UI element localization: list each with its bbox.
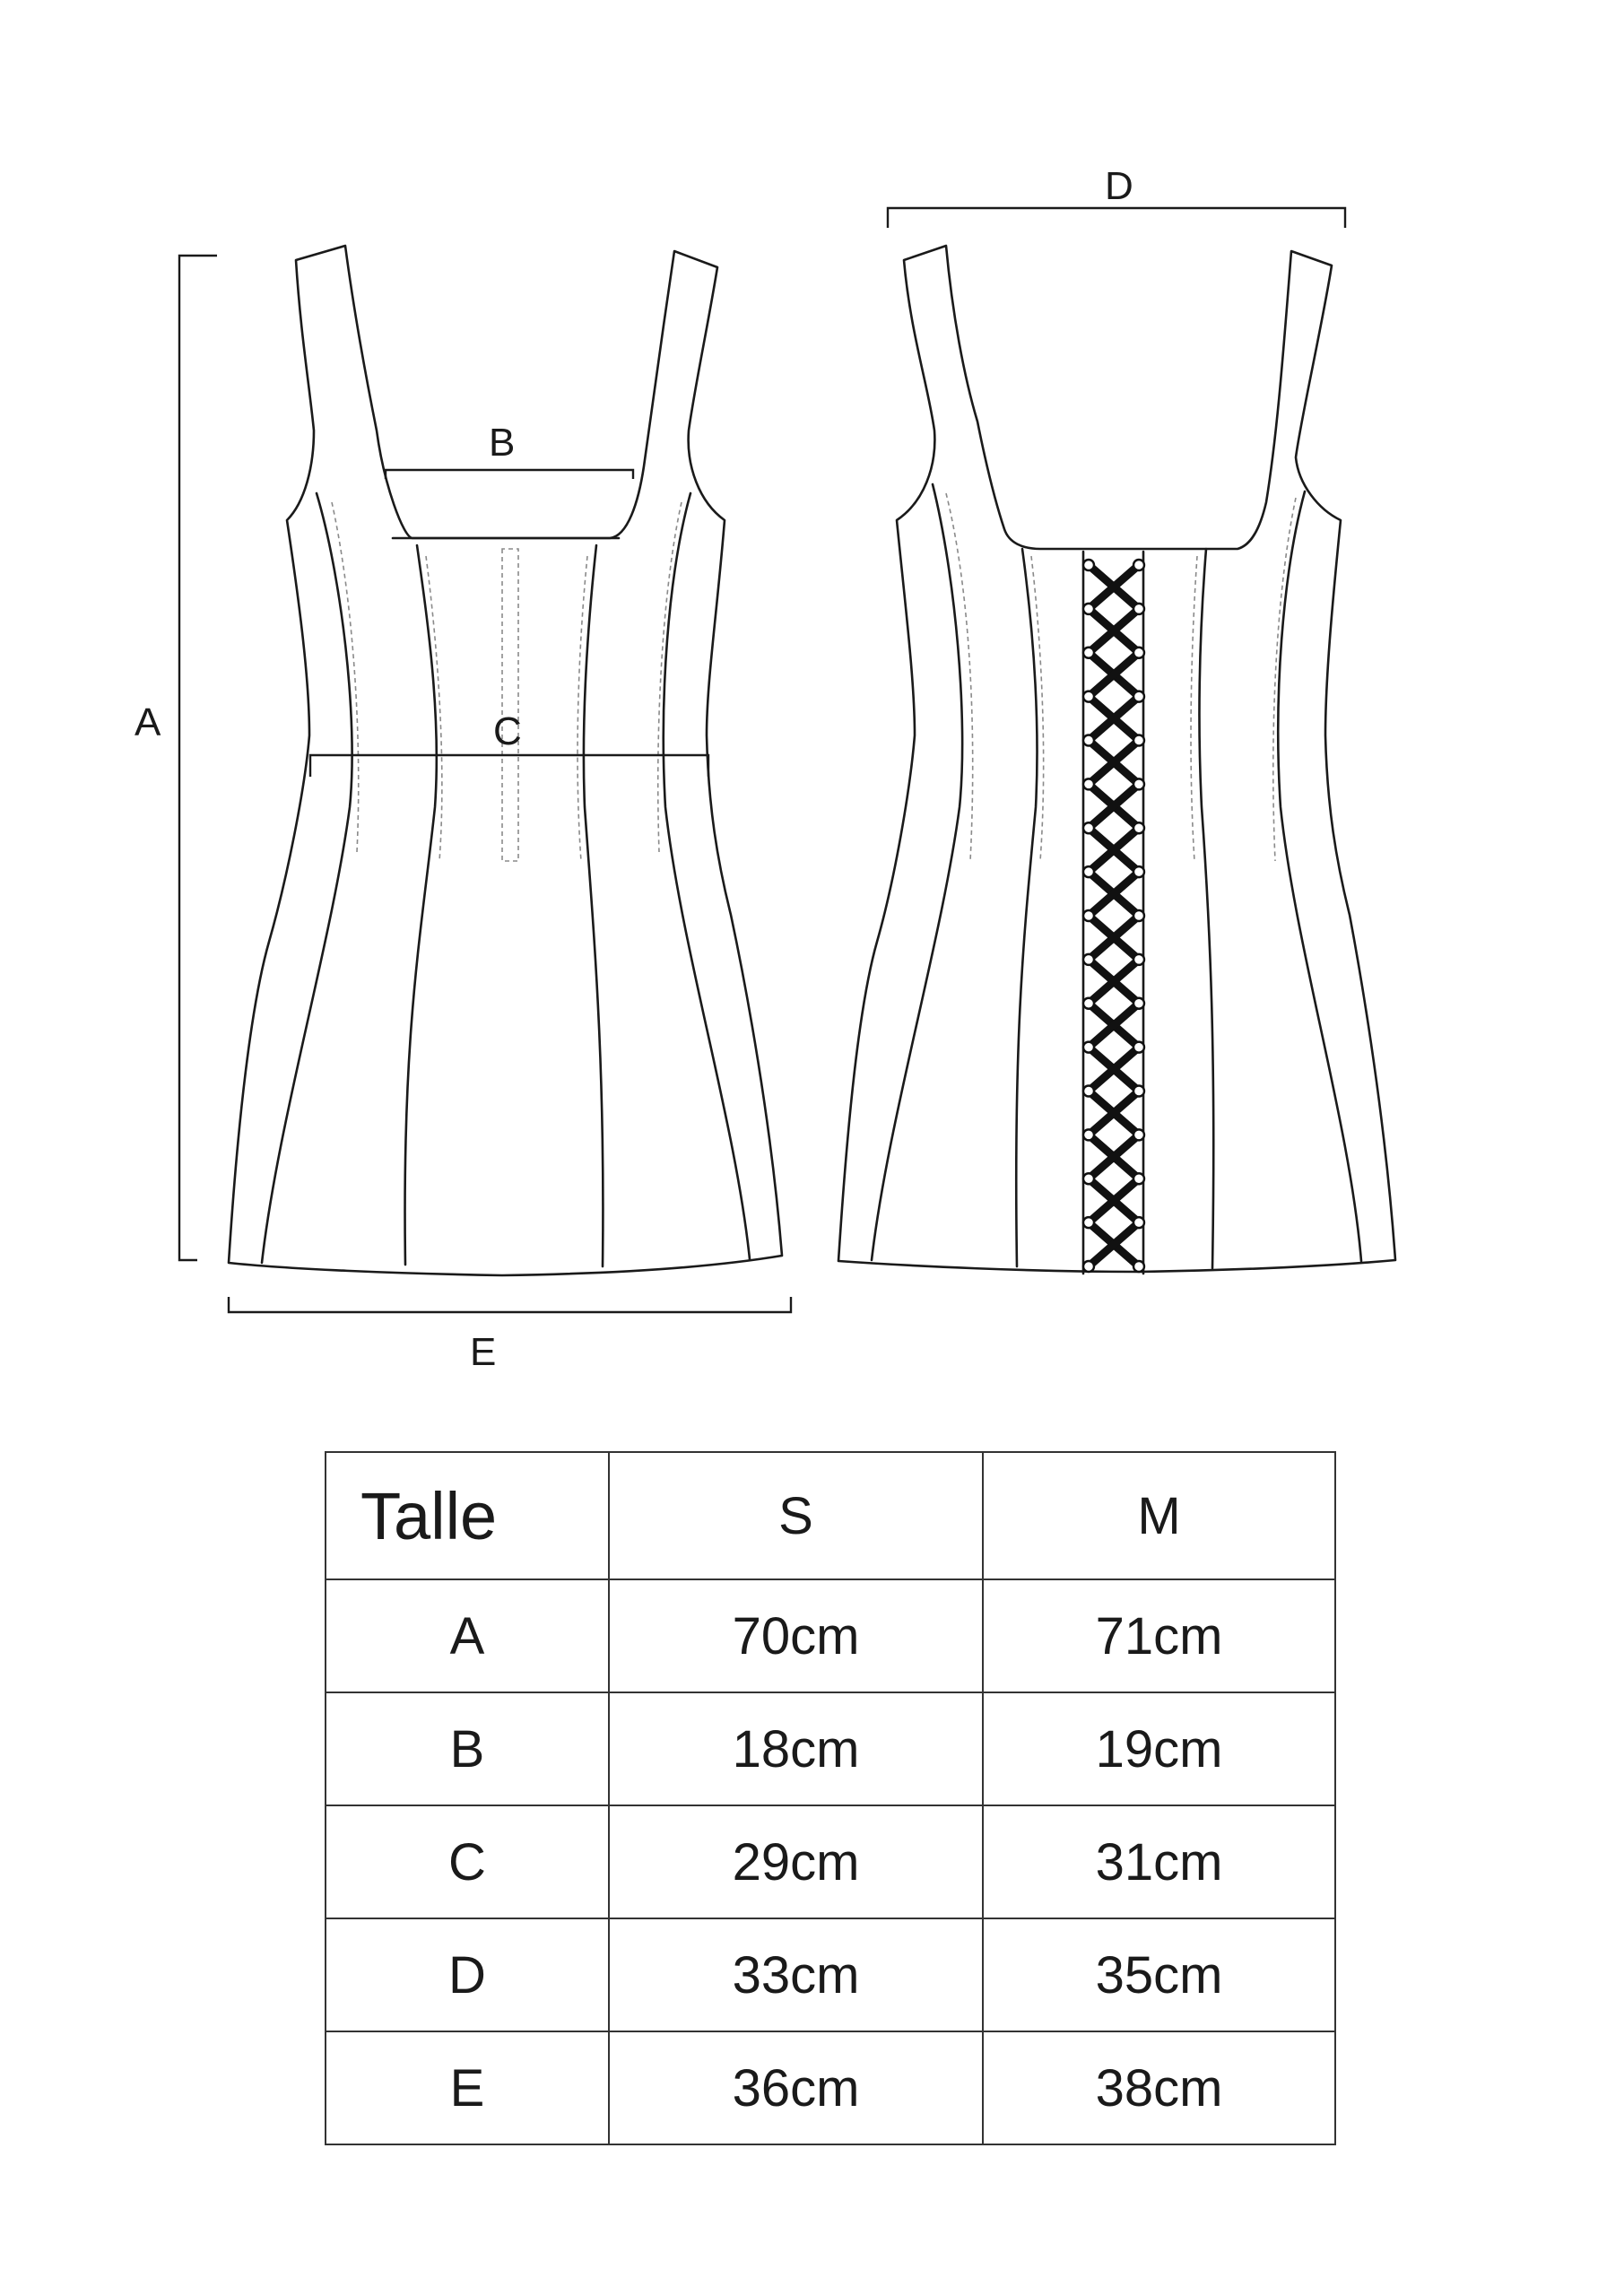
eyelet	[1083, 866, 1094, 877]
size-table-row-label: C	[326, 1805, 609, 1918]
back-seam-right-inner	[1200, 549, 1214, 1268]
eyelet	[1133, 1261, 1144, 1272]
eyelet	[1133, 560, 1144, 570]
corset-lacing	[1083, 560, 1144, 1272]
eyelet	[1133, 998, 1144, 1009]
eyelet	[1083, 648, 1094, 658]
eyelet	[1083, 604, 1094, 614]
size-table-cell-m: 35cm	[983, 1918, 1335, 2031]
eyelet	[1083, 1173, 1094, 1184]
dimension-e-label: E	[470, 1330, 497, 1374]
front-stitch-center	[502, 549, 518, 861]
size-table-header-row	[326, 1452, 1335, 1579]
dimension-a	[135, 256, 217, 1260]
size-table-cell-s: 18cm	[609, 1692, 983, 1805]
eyelet	[1083, 910, 1094, 921]
table-row	[326, 1805, 1335, 1918]
eyelet	[1083, 1217, 1094, 1228]
eyelet	[1133, 735, 1144, 746]
eyelet	[1133, 866, 1144, 877]
eyelet	[1133, 1086, 1144, 1097]
eyelet	[1083, 822, 1094, 833]
back-seam-left-inner	[1016, 549, 1037, 1266]
eyelet	[1083, 998, 1094, 1009]
back-seam-left-outer	[872, 484, 962, 1260]
eyelet	[1133, 1173, 1144, 1184]
eyelet	[1083, 735, 1094, 746]
front-seam-left-outer	[262, 493, 352, 1263]
eyelet	[1133, 954, 1144, 965]
table-row	[326, 1692, 1335, 1805]
dimension-c-line	[310, 755, 708, 777]
eyelet	[1133, 691, 1144, 702]
size-table-cell-m: 31cm	[983, 1805, 1335, 1918]
dimension-d	[888, 164, 1345, 228]
eyelet	[1133, 604, 1144, 614]
dimension-a-label: A	[135, 700, 161, 744]
size-table-cell-m: 38cm	[983, 2031, 1335, 2144]
dimension-b-label: B	[489, 421, 516, 465]
back-stitch-right2	[1191, 556, 1197, 861]
size-table-row-label: B	[326, 1692, 609, 1805]
eyelet	[1083, 1042, 1094, 1053]
eyelet	[1133, 822, 1144, 833]
back-view	[838, 246, 1395, 1274]
size-table-row-label: E	[326, 2031, 609, 2144]
size-table-header-m: M	[983, 1452, 1335, 1579]
eyelet	[1083, 778, 1094, 789]
eyelet	[1133, 1217, 1144, 1228]
front-seam-right-inner	[584, 545, 604, 1266]
front-stitch-left	[332, 502, 359, 852]
eyelet	[1083, 954, 1094, 965]
eyelet	[1083, 1086, 1094, 1097]
size-table-cell-s: 33cm	[609, 1918, 983, 2031]
front-seam-left-inner	[405, 545, 437, 1265]
eyelet	[1083, 1129, 1094, 1140]
front-outline	[229, 246, 782, 1275]
eyelet	[1133, 1042, 1144, 1053]
back-seam-right-outer	[1278, 491, 1361, 1261]
size-table-header-talle: Talle	[326, 1452, 609, 1579]
dimension-d-label: D	[1105, 164, 1133, 208]
table-row	[326, 1918, 1335, 2031]
size-table-header-s: S	[609, 1452, 983, 1579]
eyelet	[1133, 648, 1144, 658]
front-view	[229, 246, 782, 1275]
dimension-e	[229, 1297, 791, 1374]
size-table	[325, 1451, 1336, 2145]
size-table-row-label: A	[326, 1579, 609, 1692]
eyelet	[1083, 691, 1094, 702]
table-row	[326, 2031, 1335, 2144]
front-seam-right-outer	[664, 493, 750, 1259]
size-table-row-label: D	[326, 1918, 609, 2031]
eyelet	[1083, 560, 1094, 570]
dimension-c-label: C	[493, 709, 522, 753]
dimension-e-line	[229, 1297, 791, 1312]
dimension-b	[386, 421, 633, 479]
size-table-cell-m: 19cm	[983, 1692, 1335, 1805]
dimension-d-line	[888, 208, 1345, 228]
eyelet	[1133, 778, 1144, 789]
eyelet	[1133, 910, 1144, 921]
dimension-c	[310, 709, 708, 777]
size-table-cell-s: 70cm	[609, 1579, 983, 1692]
size-table-cell-s: 36cm	[609, 2031, 983, 2144]
eyelet	[1083, 1261, 1094, 1272]
size-table-cell-s: 29cm	[609, 1805, 983, 1918]
eyelet	[1133, 1129, 1144, 1140]
dimension-a-line	[179, 256, 217, 1260]
table-row	[326, 1579, 1335, 1692]
size-table-cell-m: 71cm	[983, 1579, 1335, 1692]
dimension-b-line	[386, 470, 633, 479]
